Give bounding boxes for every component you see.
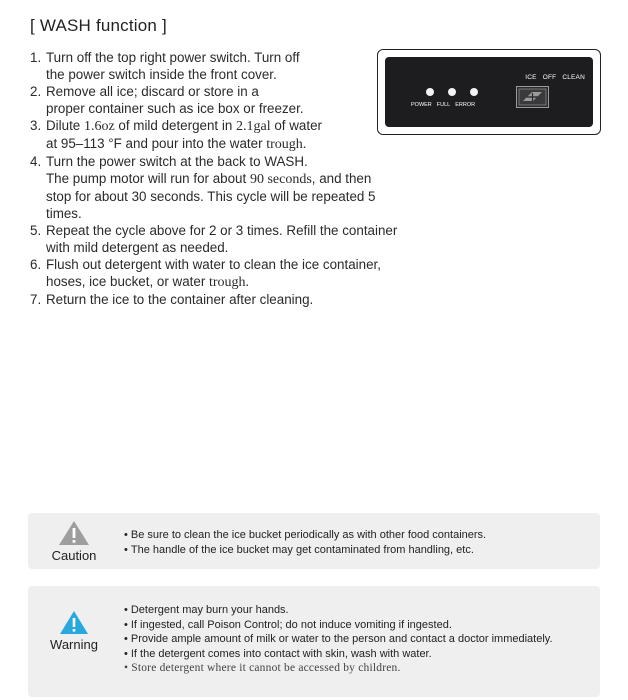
step-text: Turn the power switch at the back to WASH. [46, 154, 308, 169]
step-text: Remove all ice; discard or store in a [46, 84, 259, 99]
warning-bullets [124, 603, 553, 676]
step-text: with mild detergent as needed. [46, 240, 229, 255]
wash-steps-list [30, 49, 398, 308]
warning-icon-group [28, 610, 120, 652]
text-fragment: of water [270, 118, 322, 133]
warning-bullet: • If the detergent comes into contact with skin, wash with water. [124, 647, 553, 662]
switch-label-ice: ICE [525, 74, 537, 81]
text-fragment: hoses, ice bucket, or water [46, 274, 209, 289]
step-text [46, 117, 390, 135]
step-5 [30, 222, 398, 256]
led-label-error: ERROR [455, 102, 476, 108]
text-fragment: 90 seconds [249, 172, 312, 187]
led-label-power: POWER [411, 102, 432, 108]
rocker-switch-icon [516, 86, 549, 108]
step-text: Turn off the top right power switch. Turn off [46, 50, 300, 65]
caution-bullet: • Be sure to clean the ice bucket periodically as with other food containers. [124, 528, 486, 543]
error-led-icon [470, 88, 478, 96]
step-text: proper container such as ice box or freezer. [46, 101, 304, 116]
caution-label: Caution [51, 548, 97, 563]
switch-label-clean: CLEAN [562, 74, 585, 81]
step-number: 5. [30, 223, 42, 238]
step-4 [30, 153, 390, 222]
warning-bullet: • Detergent may burn your hands. [124, 603, 553, 618]
step-number: 1. [30, 50, 42, 65]
control-panel-illustration [377, 49, 601, 135]
step-number: 2. [30, 84, 42, 99]
step-text: stop for about 30 seconds. This cycle will be repeated 5 [46, 189, 376, 204]
step-text: times. [46, 206, 82, 221]
text-fragment: at 95–113 °F and pour into the water [46, 136, 267, 151]
warning-bullet: • Store detergent where it cannot be accessed by children. [124, 661, 553, 676]
power-led-icon [426, 88, 434, 96]
step-number: 6. [30, 257, 42, 272]
step-number: 3. [30, 118, 42, 133]
step-text: Repeat the cycle above for 2 or 3 times. Refill the container [46, 223, 398, 238]
step-text [46, 273, 390, 291]
warning-bullet: • Provide ample amount of milk or water to the person and contact a doctor immediately. [124, 632, 553, 647]
warning-triangle-icon [59, 610, 89, 635]
caution-icon-group [28, 520, 120, 563]
text-fragment: The pump motor will run for about [46, 171, 250, 186]
step-text [46, 170, 390, 188]
caution-bullets [124, 528, 486, 557]
text-fragment: Dilute [46, 118, 84, 133]
step-2 [30, 83, 390, 117]
warning-label: Warning [50, 637, 98, 652]
step-text: Return the ice to the container after cleaning. [46, 292, 314, 307]
caution-bullet: • The handle of the ice bucket may get contaminated from handling, etc. [124, 543, 486, 558]
warning-notice [28, 586, 600, 697]
control-panel-face [385, 57, 593, 127]
text-fragment: of mild detergent in [114, 118, 237, 133]
text-fragment: , and then [311, 171, 372, 186]
caution-triangle-icon [58, 520, 90, 546]
led-label-full: FULL [436, 102, 451, 108]
step-7 [30, 291, 390, 308]
step-text: the power switch inside the front cover. [46, 67, 277, 82]
indicator-leds [424, 88, 488, 98]
step-text: Flush out detergent with water to clean the ice container, [46, 257, 381, 272]
switch-label-off: OFF [542, 74, 557, 81]
switch-position-labels [525, 74, 585, 81]
led-labels [411, 102, 475, 108]
step-text [46, 135, 390, 153]
step-6 [30, 256, 390, 291]
text-fragment: trough. [266, 137, 307, 152]
step-1 [30, 49, 390, 83]
text-fragment: 2.1gal [236, 119, 271, 134]
full-led-icon [448, 88, 456, 96]
step-number: 4. [30, 154, 42, 169]
section-heading: [ WASH function ] [30, 16, 167, 35]
text-fragment: 1.6oz [83, 119, 115, 134]
step-number: 7. [30, 292, 42, 307]
warning-bullet: • If ingested, call Poison Control; do not induce vomiting if ingested. [124, 618, 553, 633]
caution-notice [28, 513, 600, 569]
text-fragment: trough. [209, 275, 250, 290]
step-3 [30, 117, 390, 153]
